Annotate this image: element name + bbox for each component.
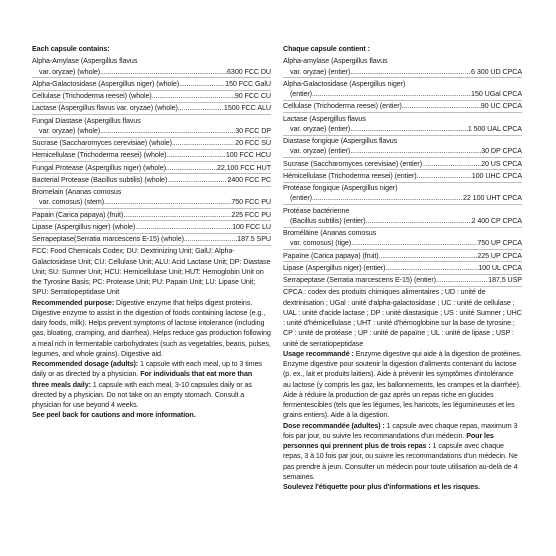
ingredient-amount: 1 500 UAL CPCA [467,124,522,133]
ingredient-label: (entier) [290,194,312,203]
ingredient-item [32,116,271,137]
ingredient-item [283,251,522,261]
dot-leader [179,79,225,89]
dot-leader [312,193,463,203]
ingredient-item [283,56,522,77]
english-ingredient-list [32,56,271,246]
ingredient-row [283,146,522,156]
ingredient-label: Hemicellulase (Trichoderma reesei) (whole) [32,151,167,160]
ingredient-name-line: Fungal Diastase (Aspergillus flavus [32,116,141,125]
ingredient-row [283,275,522,285]
ingredient-row [283,193,522,203]
ingredient-label: Lipase (Aspergillus niger) (entier) [283,263,386,272]
dot-leader [100,126,235,136]
ingredient-amount: 187,5 USP [488,276,522,284]
dot-leader [178,103,224,113]
dot-leader [385,263,478,273]
dosage-label: Dose recommandée (adultes) : [283,421,385,430]
ingredient-name-line: Bromelain (Ananas comosus [32,188,122,196]
ingredient-name-line: Protéase bactérienne [283,206,350,215]
ingredient-row [32,234,271,244]
ingredient-label: Bacterial Protease (Bacillus subtilis) (whole) [32,175,168,184]
english-column [32,44,271,421]
dot-leader [350,67,471,77]
ingredient-row [32,79,271,89]
ingredient-name-line: Protéase fongique (Aspergillus niger) [283,184,398,192]
ingredient-item [283,206,522,227]
ingredient-amount: 22,100 FCC HUT [216,163,271,172]
dosage-text-continued: 1 capsule avec chaque repas, 3 à 10 fois par jour, ou suivre les recommandations d'un médecin. Ne pas prendre à jeun. Consulter un médecin pour toute utilisation au-delà de 4 semaines. [283,442,518,481]
ingredient-item [32,79,271,89]
dot-leader [379,251,478,261]
purpose-label: Recommended purpose: [32,298,115,307]
ingredient-item [32,91,271,101]
ingredient-item [32,138,271,148]
dosage-label: Recommended dosage (adults): [32,360,139,368]
english-abbreviations: FCC: Food Chemicals Codex; DU: Dextrinizing Unit; GalU: Alpha-Galactosidase Unit; CU: Cellulase Unit; ALU: Acid Lactase Unit; DP: Diastase Unit; SU: Sumner Unit; HCU: Hemicellulase Unit; HUT: Hemoglobin Unit on the Tyrosine Basis; PC: Protease Unit; PU: Papain Unit; LU: Lipase Unit; SPU: Serratiopeptidase Unit [32,247,271,297]
ingredient-amount: 20 US CPCA [481,159,522,168]
ingredient-amount: 750 FCC PU [231,198,271,207]
dot-leader [366,216,472,226]
ingredient-amount: 225 FCC PU [231,210,271,219]
french-recommended-purpose [283,349,522,421]
french-ingredient-list [283,56,522,287]
purpose-text: Enzyme digestive qui aide à la digestion de protéines. Enzyme digestive pour soutenir la digestion d'aliments contenant du lactose (p. ex., lait et produits laitiers). Aide à prévenir les symptômes d'intolérance au lactose (y compris les gaz, les ballonnements, les crampes et la diarrhée). Aide à réduire la production de gaz après un repas riche en glucides fermentescibles (tels que les légumes, les haricots, les légumineuses et les grains entiers). Aide à la digestion. [283,349,522,420]
ingredient-label: (entier) [290,90,312,98]
dot-leader [422,159,481,169]
ingredient-item [283,183,522,204]
ingredient-label: Cellulase (Trichoderma reesei) (whole) [32,92,152,100]
dot-leader [166,150,225,160]
ingredient-label: Papaïne (Carica papaya) (fruit) [283,251,379,260]
ingredient-row [283,216,522,226]
ingredient-name-line: Alpha-amylase (Aspergillus flavus [283,57,388,66]
ingredient-item [283,114,522,135]
dot-leader [135,222,232,232]
ingredient-amount: 2400 FCC PC [227,175,271,184]
ingredient-label: Sucrase (Saccharomyces cerevisiae) (entier) [283,159,423,168]
english-recommended-dosage [32,359,271,410]
ingredient-amount: 100 UHC CPCA [471,171,522,180]
ingredient-item [32,210,271,220]
ingredient-label: var. oryzae) (whole) [39,67,101,76]
ingredient-amount: 100 FCC LU [232,222,271,231]
purpose-label: Usage recommandé : [283,349,354,358]
ingredient-row [32,91,271,101]
ingredient-row [32,67,271,77]
dosage-text-continued: 1 capsule with each meal, 3-10 capsules daily or as directed by a physician. Do not take on an empty stomach. Consult a physician for use beyond 4 weeks. [32,380,252,409]
english-footer-note: See peel back for cautions and more information. [32,411,196,420]
ingredient-amount: 30 DP CPCA [481,147,522,156]
ingredient-amount: 6300 FCC DU [227,67,271,76]
ingredient-row [32,138,271,148]
ingredient-item [32,163,271,173]
ingredient-amount: 750 UP CPCA [477,239,522,248]
ingredient-amount: 187.5 SPU [237,235,271,243]
ingredient-row [283,171,522,181]
ingredient-row [283,159,522,169]
dot-leader [123,210,231,220]
ingredient-label: var. comosus) (tige) [290,239,352,248]
ingredient-label: var. oryzae) (entier) [290,67,351,76]
french-column [283,44,522,492]
ingredient-name-line: Alpha-Galactosidase (Aspergillus niger) [283,79,406,88]
french-recommended-dosage [283,421,522,483]
ingredient-label: (Bacillus subtilis) (entier) [290,216,366,225]
dot-leader [100,67,227,77]
dot-leader [350,146,481,156]
ingredient-row [32,150,271,160]
ingredient-item [32,56,271,77]
ingredient-label: Cellulase (Trichoderma reesei) (entier) [283,102,402,111]
ingredient-row [32,210,271,220]
ingredient-row [32,163,271,173]
ingredient-amount: 150 UGal CPCA [471,90,522,98]
ingredient-item [283,159,522,169]
ingredient-amount: 1500 FCC ALU [223,104,271,113]
ingredient-amount: 22 100 UHT CPCA [463,194,522,203]
ingredient-label: Hémicellulase (Trichoderma reesei) (entier) [283,171,417,180]
ingredient-item [283,228,522,249]
english-recommended-purpose [32,298,271,360]
ingredient-label: var. oryzae) (whole) [39,126,101,135]
dot-leader [152,91,235,101]
ingredient-item [32,222,271,232]
french-footer-note: Soulevez l'étiquette pour plus d'informations et les risques. [283,483,480,491]
ingredient-amount: 30 FCC DP [235,126,271,135]
dot-leader [166,163,217,173]
ingredient-amount: 150 FCC GalU [225,79,271,88]
ingredient-item [32,150,271,160]
ingredient-item [283,136,522,157]
ingredient-label: var. comosus) (stem) [39,198,105,207]
ingredient-amount: 90 UC CPCA [480,102,522,111]
ingredient-amount: 100 FCC HCU [225,151,271,160]
ingredient-item [283,171,522,181]
ingredient-row [283,238,522,248]
ingredient-label: var. oryzae) (entier) [290,124,351,133]
ingredient-amount: 6 300 UD CPCA [471,67,522,76]
ingredient-name-line: Broméläine (Ananas comosus [283,229,377,237]
dosage-text: 1 capsule avec chaque repas, maximum 3 fois par jour, ou suivre les recommandations d'un médecin. [283,421,518,440]
ingredient-item [283,275,522,285]
ingredient-name-line: Alpha-Amylase (Aspergillus flavus [32,57,138,66]
ingredient-item [32,103,271,113]
ingredient-item [32,175,271,185]
dot-leader [312,89,471,99]
dot-leader [172,138,235,148]
ingredient-item [283,101,522,111]
ingredient-item [32,234,271,244]
ingredient-row [283,101,522,111]
ingredient-row [283,251,522,261]
dot-leader [402,101,481,111]
dosage-bold-text: Pour les personnes qui prennent plus de trois repas : [283,431,494,450]
ingredient-label: var. oryzae) (entier) [290,147,351,156]
dot-leader [351,238,477,248]
ingredient-amount: 225 UP CPCA [477,251,522,260]
dosage-bold-text: For individuals that eat more than three meals daily: [32,370,253,389]
purpose-text: Digestive enzyme that helps digest proteins. Digestive enzyme to assist in the digestion of foods containing lactose (e.g., dairy foods, milk). Helps prevent symptoms of lactose intolerance (including gas, bloating, cramping, and diarrhea). Helps reduce gas production following a meal rich in fermentable carbohydrates (such as vegetables, beans, pulses, legumes, and whole grains). Digestive aid. [32,298,271,358]
english-heading: Each capsule contains: [32,45,110,53]
ingredient-label: Serrapeptase (Serratia marcescens E-15) (entier) [283,276,436,284]
ingredient-row [32,175,271,185]
ingredient-amount: 90 FCC CU [234,92,271,100]
ingredient-row [283,89,522,99]
ingredient-item [283,79,522,100]
dot-leader [104,197,231,207]
ingredient-label: Lactase (Aspergillus flavus var. oryzae) (whole) [32,104,178,113]
ingredient-row [283,124,522,134]
ingredient-row [32,222,271,232]
ingredient-row [283,263,522,273]
french-abbreviations: CPCA : codex des produits chimiques alimentaires ; UD : unité de dextrinisation ; UGal : unité d'alpha-galactosidase ; UC : unité de cellulase ; UAL : unité d'acide lactase ; DP : unité diastasique ; US : unité Sumner ; UHC : unité d'hémicellulase ; UHT : unité d'hémoglobine sur la base de tyrosine ; CP : unité de protéase ; UP : unité de papaïne ; UL : unité de lipase ; USP : unité de serratiopeptidase [283,288,522,348]
ingredient-row [32,126,271,136]
ingredient-amount: 2 400 CP CPCA [471,216,522,225]
ingredient-label: Alpha-Galactosidase (Aspergillus niger) (whole) [32,79,180,88]
ingredient-name-line: Diastase fongique (Aspergillus flavus [283,137,398,145]
ingredient-row [32,197,271,207]
ingredient-label: Serrapeptase(Serratia marcescens E-15) (whole) [32,235,184,243]
ingredient-label: Papain (Carica papaya) (fruit) [32,210,124,219]
ingredient-amount: 20 FCC SU [235,139,271,147]
dot-leader [167,175,227,185]
ingredient-name-line: Lactase (Aspergillus flavus [283,114,366,123]
ingredient-label: Lipase (Aspergillus niger) (whole) [32,222,136,231]
ingredient-item [283,263,522,273]
dot-leader [436,275,488,285]
ingredient-amount: 100 UL CPCA [478,263,522,272]
dot-leader [350,124,468,134]
ingredient-label: Fungal Protease (Aspergillus niger) (whole) [32,163,166,172]
dot-leader [417,171,472,181]
ingredient-row [283,67,522,77]
ingredient-label: Sucrase (Saccharomyces cerevisiae) (whole) [32,139,172,147]
ingredient-row [32,103,271,113]
dosage-text: 1 capsule with each meal, up to 3 times daily or as directed by a physician. [32,360,262,379]
dot-leader [184,234,237,244]
french-heading: Chaque capsule contient : [283,45,370,53]
ingredient-item [32,187,271,208]
